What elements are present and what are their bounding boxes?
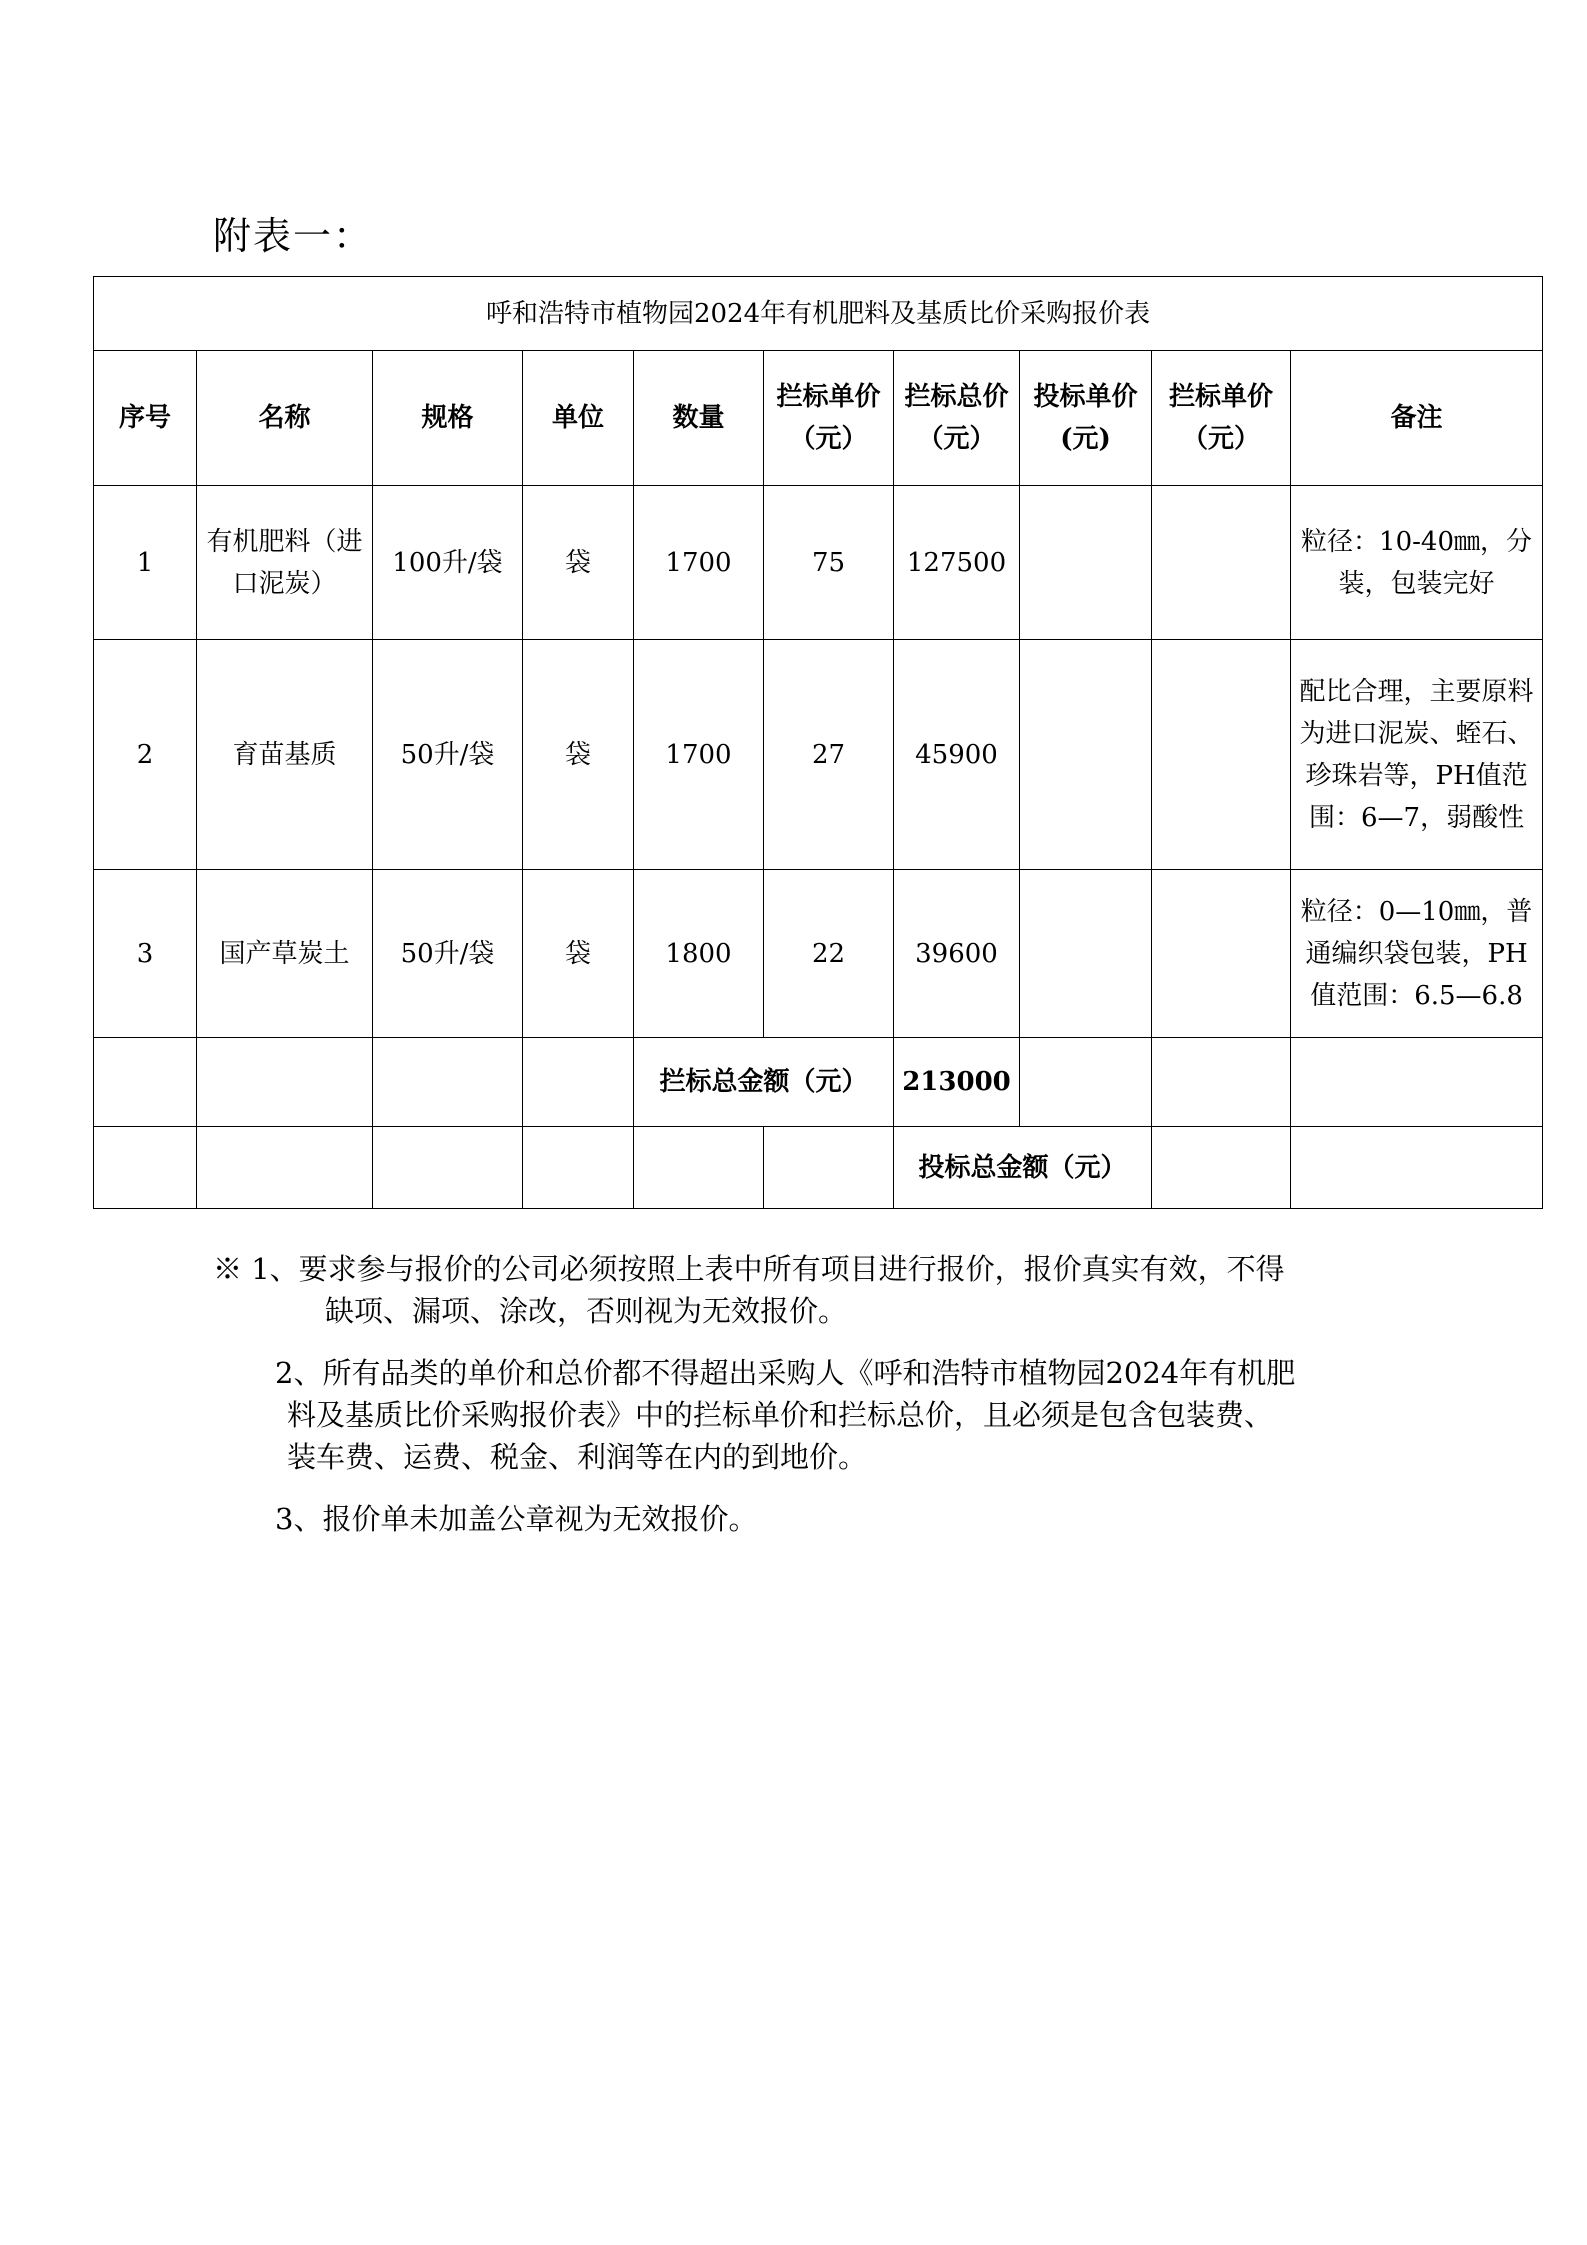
bid-total-value[interactable] — [1152, 1127, 1291, 1209]
row-seq: 2 — [94, 640, 197, 870]
row-name: 育苗基质 — [197, 640, 373, 870]
row-cap-unit-price-2[interactable] — [1152, 486, 1291, 640]
empty-cell — [1152, 1038, 1291, 1127]
table-row — [94, 870, 1543, 1038]
price-quote-table — [93, 276, 1543, 1209]
header-spec: 规格 — [373, 351, 523, 486]
empty-cell — [94, 1127, 197, 1209]
row-qty: 1700 — [634, 486, 764, 640]
note-2-line-2: 料及基质比价采购报价表》中的拦标单价和拦标总价，且必须是包含包装费、 — [287, 1398, 1274, 1432]
row-seq: 1 — [94, 486, 197, 640]
cap-total-value: 213000 — [894, 1038, 1020, 1127]
note-1 — [213, 1248, 1413, 1332]
empty-cell — [373, 1127, 523, 1209]
row-seq: 3 — [94, 870, 197, 1038]
header-cap-unit-price-2: 拦标单价（元） — [1152, 351, 1291, 486]
table-row — [94, 640, 1543, 870]
row-cap-unit-price: 27 — [764, 640, 894, 870]
header-unit: 单位 — [523, 351, 634, 486]
header-qty: 数量 — [634, 351, 764, 486]
note-1-line-2: 缺项、漏项、涂改，否则视为无效报价。 — [325, 1294, 848, 1328]
row-qty: 1700 — [634, 640, 764, 870]
table-row — [94, 486, 1543, 640]
row-cap-unit-price: 22 — [764, 870, 894, 1038]
header-cap-total-price: 拦标总价（元） — [894, 351, 1020, 486]
row-cap-unit-price-2[interactable] — [1152, 640, 1291, 870]
empty-cell — [523, 1127, 634, 1209]
row-unit: 袋 — [523, 486, 634, 640]
row-cap-total-price: 45900 — [894, 640, 1020, 870]
table-title: 呼和浩特市植物园2024年有机肥料及基质比价采购报价表 — [94, 277, 1543, 351]
row-cap-total-price: 39600 — [894, 870, 1020, 1038]
row-remark: 配比合理，主要原料为进口泥炭、蛭石、珍珠岩等，PH值范围：6—7，弱酸性 — [1291, 640, 1543, 870]
row-unit: 袋 — [523, 640, 634, 870]
row-spec: 100升/袋 — [373, 486, 523, 640]
empty-cell — [373, 1038, 523, 1127]
row-qty: 1800 — [634, 870, 764, 1038]
row-cap-unit-price-2[interactable] — [1152, 870, 1291, 1038]
empty-cell — [523, 1038, 634, 1127]
row-unit: 袋 — [523, 870, 634, 1038]
empty-cell — [197, 1038, 373, 1127]
header-name: 名称 — [197, 351, 373, 486]
row-name: 有机肥料（进口泥炭） — [197, 486, 373, 640]
row-bid-unit-price[interactable] — [1020, 486, 1152, 640]
row-remark: 粒径：0—10㎜，普通编织袋包装，PH值范围：6.5—6.8 — [1291, 870, 1543, 1038]
notes-section — [213, 1248, 1413, 1560]
note-2 — [213, 1352, 1413, 1478]
bid-total-label: 投标总金额（元） — [894, 1127, 1152, 1209]
table-header-row — [94, 351, 1543, 486]
cap-total-label: 拦标总金额（元） — [634, 1038, 894, 1127]
header-cap-unit-price: 拦标单价（元） — [764, 351, 894, 486]
note-1-line-1: ※ 1、要求参与报价的公司必须按照上表中所有项目进行报价，报价真实有效，不得 — [213, 1252, 1285, 1286]
row-cap-total-price: 127500 — [894, 486, 1020, 640]
appendix-heading: 附表一： — [213, 214, 374, 258]
row-cap-unit-price: 75 — [764, 486, 894, 640]
header-remark: 备注 — [1291, 351, 1543, 486]
row-remark: 粒径：10-40㎜，分装，包装完好 — [1291, 486, 1543, 640]
empty-cell — [1020, 1038, 1152, 1127]
empty-cell — [197, 1127, 373, 1209]
empty-cell — [1291, 1127, 1543, 1209]
row-spec: 50升/袋 — [373, 640, 523, 870]
row-bid-unit-price[interactable] — [1020, 640, 1152, 870]
row-bid-unit-price[interactable] — [1020, 870, 1152, 1038]
note-3: 3、报价单未加盖公章视为无效报价。 — [275, 1502, 758, 1536]
empty-cell — [634, 1127, 764, 1209]
cap-total-row — [94, 1038, 1543, 1127]
note-2-line-1: 2、所有品类的单价和总价都不得超出采购人《呼和浩特市植物园2024年有机肥 — [275, 1356, 1296, 1390]
bid-total-row — [94, 1127, 1543, 1209]
note-2-line-3: 装车费、运费、税金、利润等在内的到地价。 — [287, 1440, 868, 1474]
row-spec: 50升/袋 — [373, 870, 523, 1038]
empty-cell — [764, 1127, 894, 1209]
header-seq: 序号 — [94, 351, 197, 486]
empty-cell — [94, 1038, 197, 1127]
row-name: 国产草炭土 — [197, 870, 373, 1038]
header-bid-unit-price: 投标单价(元) — [1020, 351, 1152, 486]
empty-cell — [1291, 1038, 1543, 1127]
